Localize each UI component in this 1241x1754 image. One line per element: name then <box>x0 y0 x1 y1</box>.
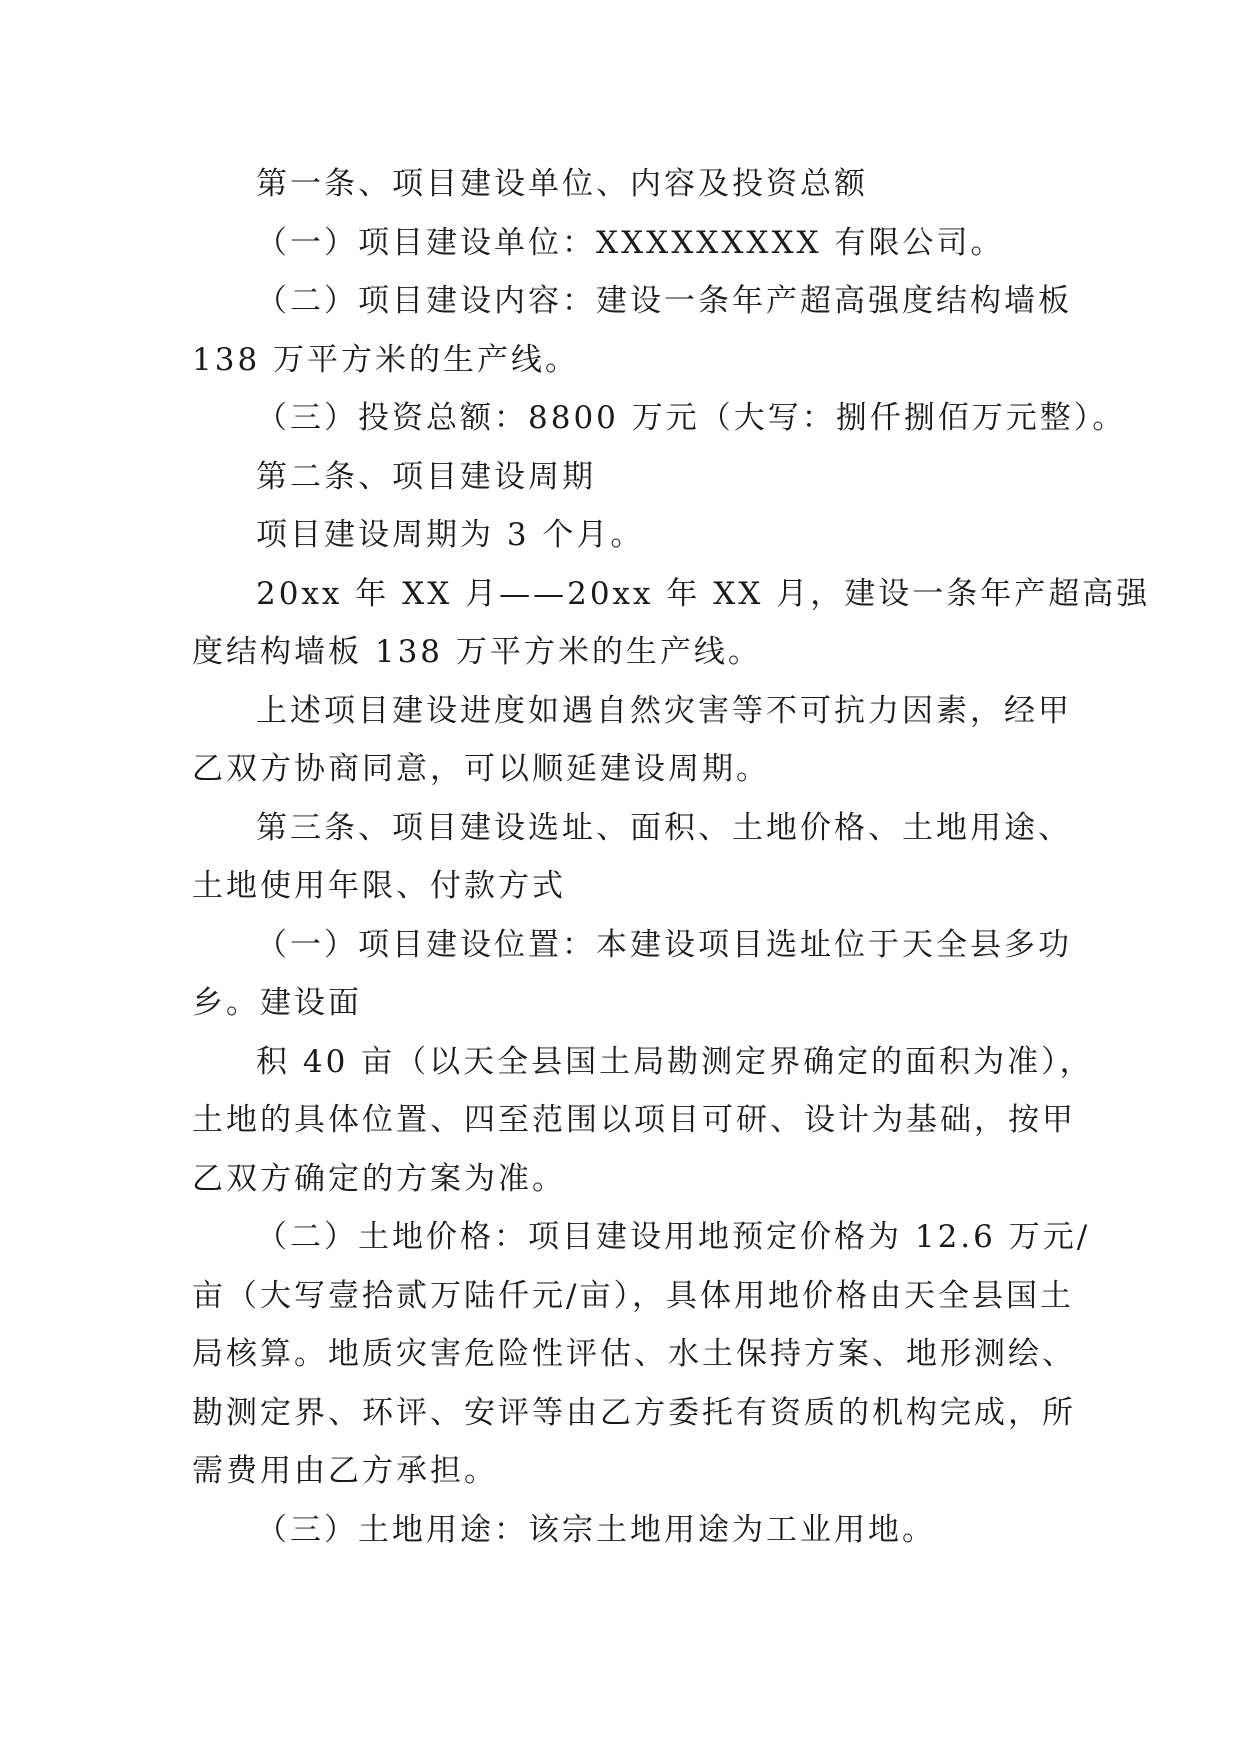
text-line: 上述项目建设进度如遇自然灾害等不可抗力因素，经甲 <box>256 692 1072 729</box>
text-line: （二）项目建设内容：建设一条年产超高强度结构墙板 <box>256 283 1072 319</box>
text-line: 第一条、项目建设单位、内容及投资总额 <box>256 166 868 202</box>
text-line: 土地的具体位置、四至范围以项目可研、设计为基础，按甲 <box>192 1102 1076 1138</box>
text-line: 138 万平方米的生产线。 <box>192 341 580 378</box>
document-body <box>192 155 1151 1559</box>
text-line: 第三条、项目建设选址、面积、土地价格、土地用途、 <box>256 809 1072 846</box>
text-line: 土地使用年限、付款方式 <box>192 868 566 904</box>
text-line: （二）土地价格：项目建设用地预定价格为 12.6 万元/ <box>256 1219 1091 1255</box>
text-line: 乙双方确定的方案为准。 <box>192 1160 566 1197</box>
text-line: 勘测定界、环评、安评等由乙方委托有资质的机构完成，所 <box>192 1394 1076 1431</box>
text-line: （一）项目建设单位：XXXXXXXXX 有限公司。 <box>256 224 1005 261</box>
text-line: 项目建设周期为 3 个月。 <box>256 517 645 553</box>
text-line: 积 40 亩（以天全县国土局勘测定界确定的面积为准）， <box>256 1043 1094 1080</box>
text-line: （一）项目建设位置：本建设项目选址位于天全县多功 <box>256 926 1072 963</box>
text-line: 第二条、项目建设周期 <box>256 458 596 495</box>
text-line: （三）土地用途：该宗土地用途为工业用地。 <box>256 1511 936 1548</box>
text-line: 需费用由乙方承担。 <box>192 1453 498 1489</box>
text-line: （三）投资总额：8800 万元（大写：捌仟捌佰万元整）。 <box>256 400 1127 436</box>
text-line: 20xx 年 XX 月——20xx 年 XX 月，建设一条年产超高强 <box>256 575 1151 612</box>
text-line: 亩（大写壹拾贰万陆仟元/亩），具体用地价格由天全县国土 <box>192 1277 1074 1314</box>
text-line: 乡。建设面 <box>192 985 362 1021</box>
text-line: 局核算。地质灾害危险性评估、水土保持方案、地形测绘、 <box>192 1336 1076 1372</box>
text-line: 度结构墙板 138 万平方米的生产线。 <box>192 634 762 670</box>
text-line: 乙双方协商同意，可以顺延建设周期。 <box>192 751 770 787</box>
